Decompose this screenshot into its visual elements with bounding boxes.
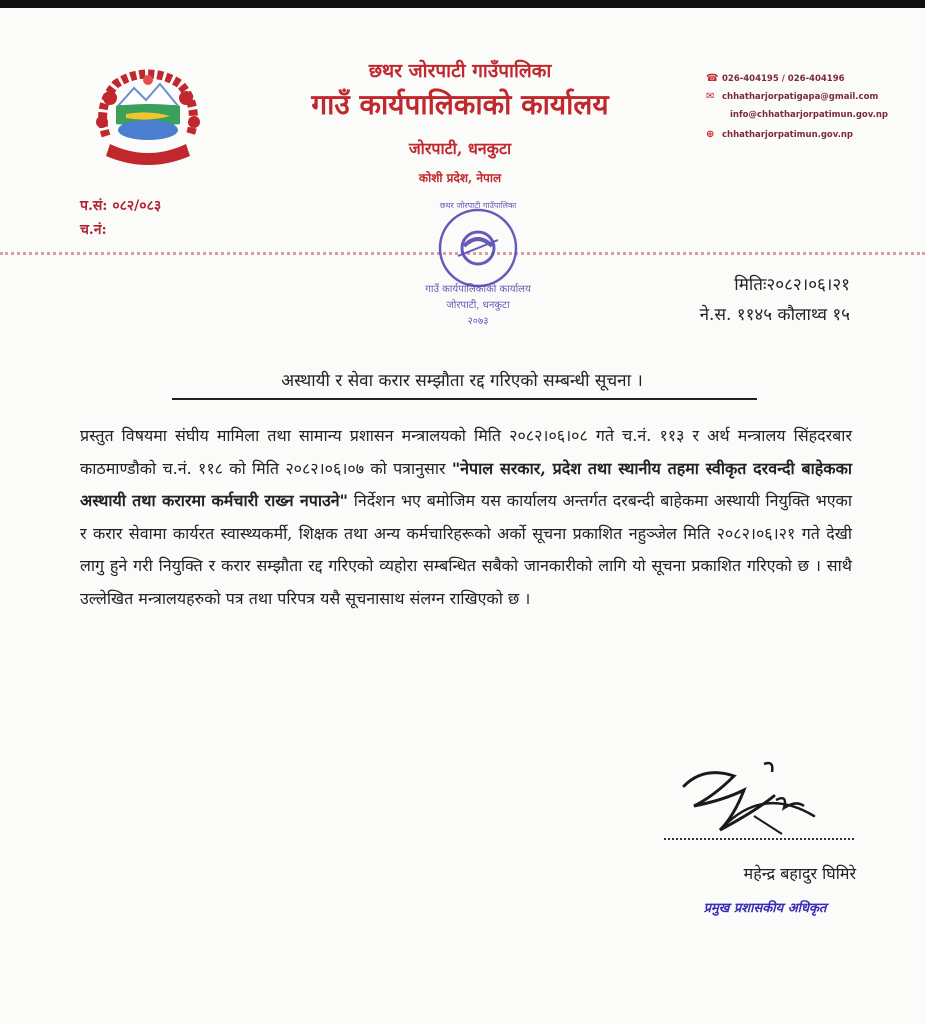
signer-title: प्रमुख प्रशासकीय अधिकृत [703,901,827,916]
website-url: chhatharjorpatimun.gov.np [722,130,853,140]
contact-block [700,72,920,146]
signature-line [664,838,854,840]
nepal-emblem-logo [86,66,210,178]
contact-phone [706,72,920,86]
stamp-place-text: जोरपाटी, धनकुटा [446,300,510,311]
mail-icon: ✉ [706,91,715,102]
date-block [600,270,850,330]
stamp-office-text: गाउँ कार्यपालिकाको कार्यालय [425,284,531,295]
body-part-1: प्रस्तुत विषयमा संघीय मामिला तथा सामान्य प्रशासन मन्त्रालयको मिति २०८२।०६।०८ गते च.नं. ११३ र अर्थ मन्त्रालय सिंहदरबार काठमाण्डौको च.नं. ११८ को मिति २०८२।०६।०७ को पत्रानुसार [80,426,852,478]
official-stamp-seal [408,196,548,346]
contact-email [706,90,920,104]
office-location: जोरपाटी, धनकुटा [408,139,512,158]
top-border [0,0,925,8]
bs-date: मितिः२०८२।०६।२१ [734,275,850,295]
stamp-year-text: २०७३ [467,316,489,327]
patra-sankhya: प.सं: ०८२/०८३ [80,198,162,214]
handwritten-signature [664,756,854,846]
notice-subject: अस्थायी र सेवा करार सम्झौता रद्द गरिएको सम्बन्धी सूचना । [281,371,643,391]
subject-underline [172,398,757,400]
nepal-sambat-date: ने.स. ११४५ कौलाथ्व १५ [699,305,850,325]
phone-number: 026-404195 / 026-404196 [722,74,845,84]
province-name: कोशी प्रदेश, नेपाल [418,171,502,185]
globe-icon: ⊕ [706,129,715,140]
municipality-name: छथर जोरपाटी गाउँपालिका [368,60,552,82]
email-secondary: info@chhatharjorpatimun.gov.np [730,110,888,120]
stamp-top-text: छथर जोरपाटी गाउँपालिका [439,201,517,210]
email-primary: chhatharjorpatigapa@gmail.com [722,92,879,102]
notice-body [80,420,852,616]
body-quoted-directive: "नेपाल सरकार, प्रदेश तथा स्थानीय तहमा स्वीकृत दरवन्दी बाहेकका अस्थायी तथा करारमा कर्मचारी राख्न नपाउने" [80,458,852,511]
signer-name: महेन्द्र बहादुर घिमिरे [743,864,856,883]
body-part-2: निर्देशन भए बमोजिम यस कार्यालय अन्तर्गत दरबन्दी बाहेकमा अस्थायी नियुक्ति भएका र करार सेवामा कार्यरत स्वास्थ्यकर्मी, शिक्षक तथा अन्य कर्मचारिहरूको अर्को सूचना प्रकाशित नहुञ्जेल मिति २०८२।०६।२१ गते देखी लागु हुने गरी नियुक्ति र करार सम्झौता रद्द गरिएको व्यहोरा सम्बन्धित सबैको जानकारीको लागि यो सूचना प्रकाशित गरिएको छ । साथै उल्लेखित मन्त्रालयहरुको पत्र तथा परिपत्र यसै सूचनासाथ संलग्न राखिएको छ । [80,491,852,608]
contact-email-secondary [730,108,920,122]
chalani-number: च.नं: [80,222,107,238]
contact-website [706,128,920,142]
office-title: गाउँ कार्यपालिकाको कार्यालय [311,88,609,121]
phone-icon: ☎ [706,73,719,84]
